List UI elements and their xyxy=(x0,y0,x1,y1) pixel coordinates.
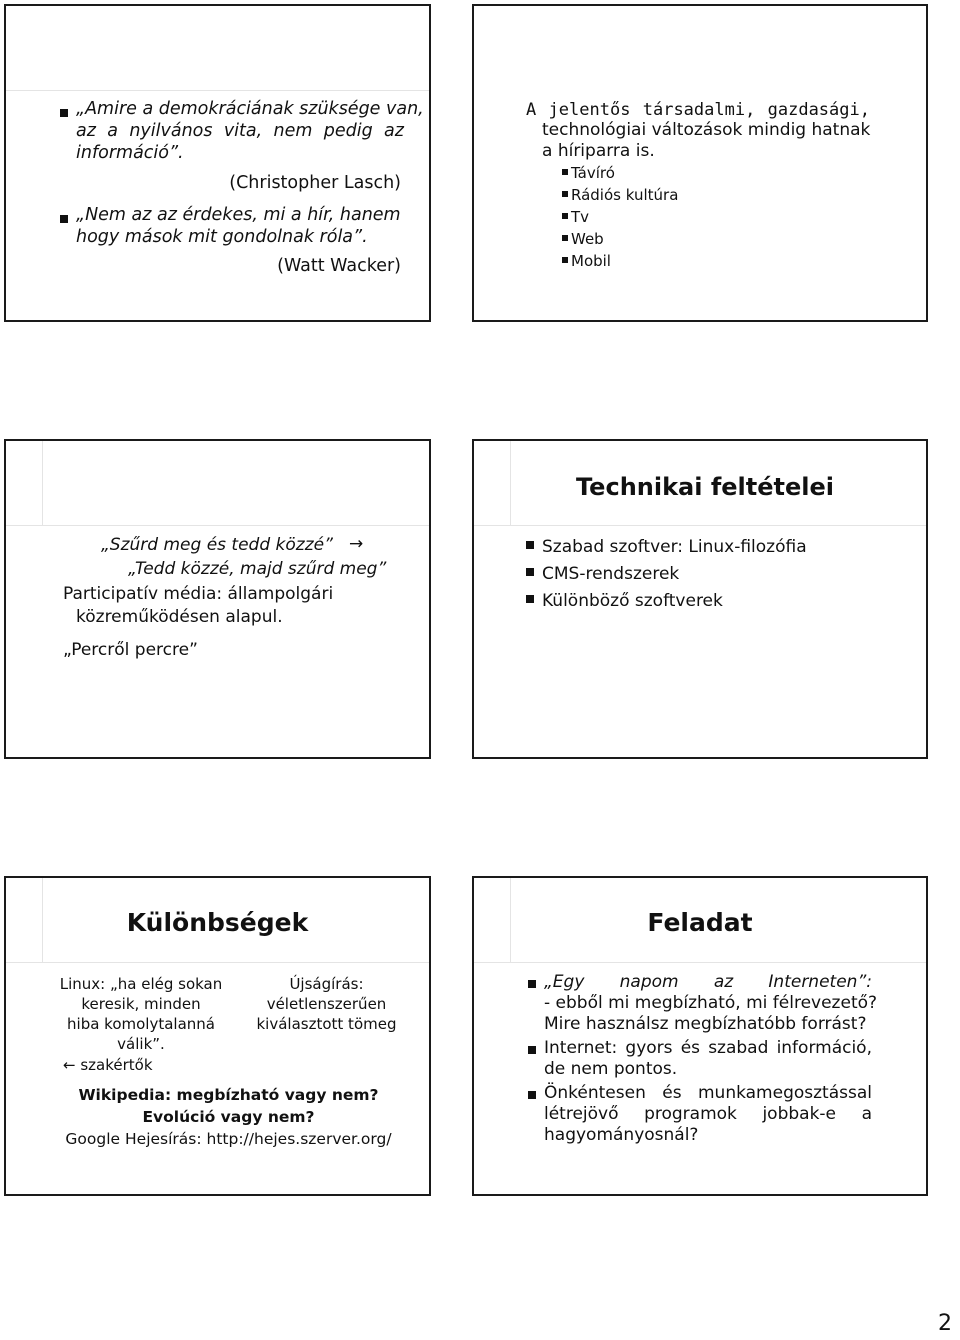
slide-title: Feladat xyxy=(647,908,753,937)
slide-differences xyxy=(4,876,431,1196)
slide-title: Technikai feltételei xyxy=(576,473,834,501)
media-item: Távíró xyxy=(562,164,615,182)
journalism-column: Újságírás: véletlenszerűen kiválasztott tömeg xyxy=(256,975,397,1033)
slide-media-changes xyxy=(472,4,928,322)
intro-line-2: technológiai változások mindig hatnak xyxy=(542,120,871,140)
task-1-line-3: Mire használsz megbízhatóbb forrást? xyxy=(544,1014,867,1034)
page-number: 2 xyxy=(938,1311,952,1336)
quote-lasch-author: (Christopher Lasch) xyxy=(229,173,401,193)
bullet-icon xyxy=(526,595,534,603)
linux-column: Linux: „ha elég sokan keresik, minden hiba komolytalanná válik”. xyxy=(59,975,223,1053)
intro-line-3: a híriparra is. xyxy=(542,141,655,161)
slide-participative-media xyxy=(4,439,431,759)
task-1-line-1: „Egy napom az Interneten”: xyxy=(544,972,872,992)
definition-line-2: közreműködésen alapul. xyxy=(76,607,283,627)
task-3-line-1: Önkéntesen és munkamegosztással xyxy=(544,1083,872,1103)
media-item: Rádiós kultúra xyxy=(562,186,678,204)
definition-line-1: Participatív média: állampolgári xyxy=(63,584,334,604)
task-2-line-2: de nem pontos. xyxy=(544,1059,678,1079)
slide-task xyxy=(472,876,928,1196)
media-item: Web xyxy=(562,230,604,248)
quote-lasch-line-2: az a nyilvános vita, nem pedig az xyxy=(76,121,404,141)
bullet-icon xyxy=(562,213,568,219)
requirement-item: Szabad szoftver: Linux-filozófia xyxy=(526,537,807,557)
task-3-line-2: létrejövő programok jobbak-e a xyxy=(544,1104,872,1124)
bullet-icon xyxy=(528,1046,536,1054)
quote-lasch-line-1: „Amire a demokráciának szüksége van, xyxy=(76,99,424,119)
quote-wacker-line-1: „Nem az az érdekes, mi a hír, hanem xyxy=(76,205,401,225)
bullet-icon xyxy=(526,541,534,549)
task-1-line-2: - ebből mi megbízható, mi félrevezető? xyxy=(544,993,878,1013)
bullet-icon xyxy=(562,257,568,263)
task-3-line-3: hagyományosnál? xyxy=(544,1125,699,1145)
task-2-line-1: Internet: gyors és szabad információ, xyxy=(544,1038,872,1058)
bullet-icon xyxy=(528,980,536,988)
slide-technical-requirements xyxy=(472,439,928,759)
requirement-item: Különböző szoftverek xyxy=(526,591,723,611)
media-item: Mobil xyxy=(562,252,611,270)
quote-wacker-author: (Watt Wacker) xyxy=(277,256,401,276)
experts-line: ← szakértők xyxy=(63,1056,153,1074)
slogan-line-2: „Tedd közzé, majd szűrd meg” xyxy=(128,559,387,579)
bullet-icon xyxy=(562,235,568,241)
slide-title: Különbségek xyxy=(126,908,309,937)
bullet-icon xyxy=(526,568,534,576)
quote-lasch-line-3: információ”. xyxy=(76,143,184,163)
slogan-line-3: „Percről percre” xyxy=(63,640,198,660)
media-item: Tv xyxy=(562,208,589,226)
quote-wacker-line-2: hogy mások mit gondolnak róla”. xyxy=(76,227,368,247)
bullet-icon xyxy=(562,169,568,175)
requirement-item: CMS-rendszerek xyxy=(526,564,679,584)
questions-block: Wikipedia: megbízható vagy nem? Evolúció vagy nem? Google Hejesírás: http://hejes.szerver.org/ xyxy=(65,1086,392,1148)
bullet-icon xyxy=(528,1091,536,1099)
slide-quotes xyxy=(4,4,431,322)
bullet-icon xyxy=(60,215,68,223)
slogan-line-1: „Szűrd meg és tedd közzé” xyxy=(101,535,333,555)
bullet-icon xyxy=(562,191,568,197)
intro-line-1: A jelentős társadalmi, gazdasági, xyxy=(526,100,870,120)
arrow-right-icon: → xyxy=(349,534,364,554)
bullet-icon xyxy=(60,109,68,117)
